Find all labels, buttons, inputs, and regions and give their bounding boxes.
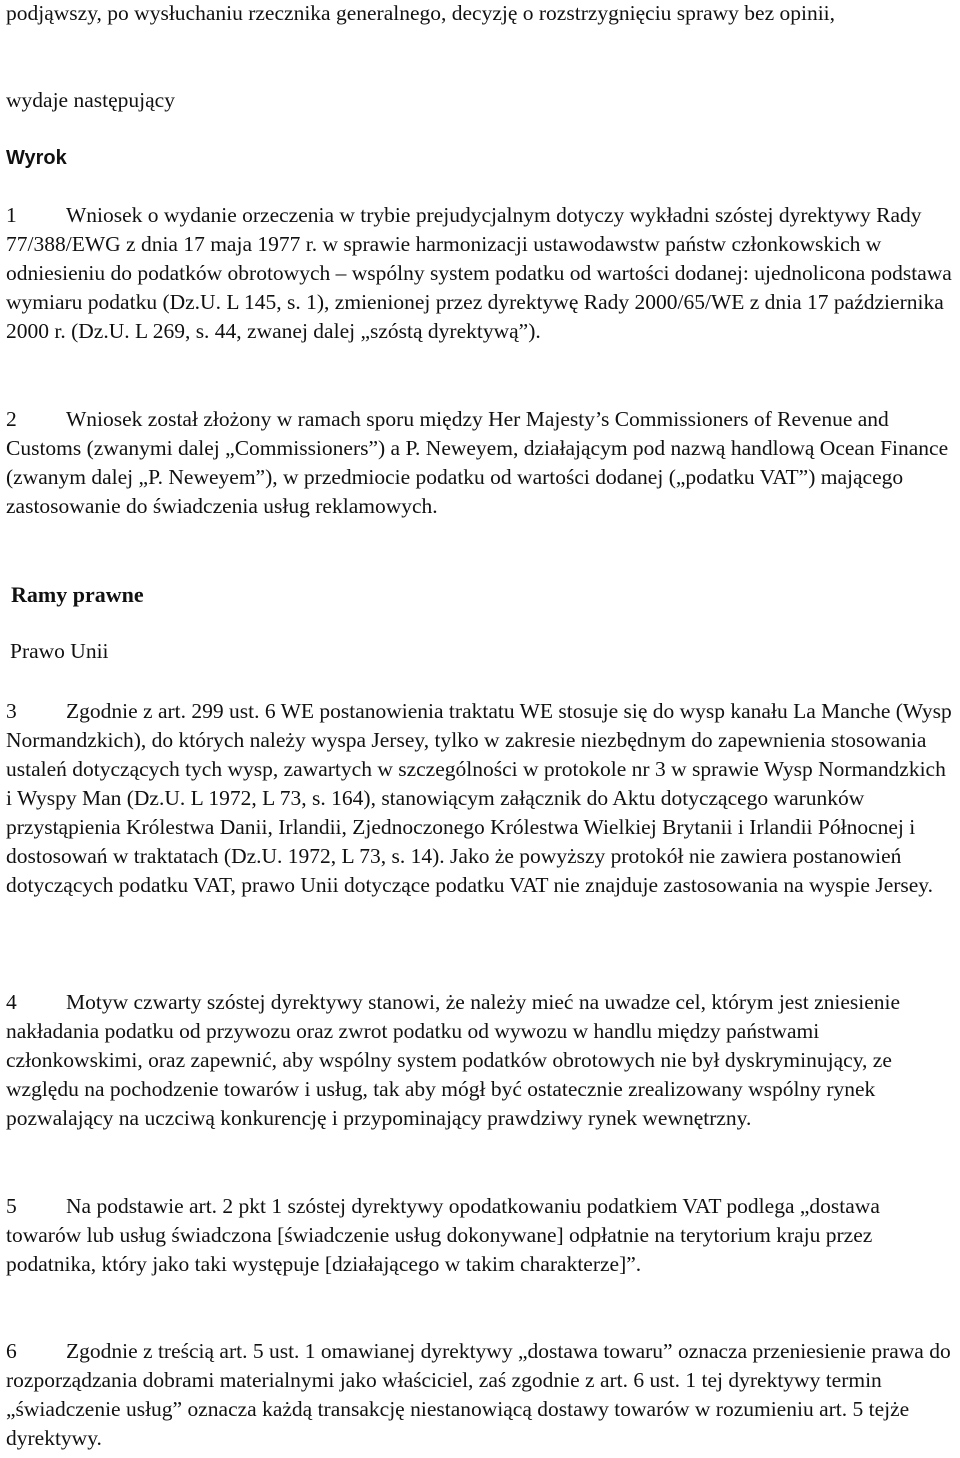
paragraph-text: Motyw czwarty szóstej dyrektywy stanowi, że należy mieć na uwadze cel, którym jest zniesienie nakładania podatku od przywozu oraz zwrot podatku od wywozu w handlu między państwami członkowskimi, oraz zapewnić, aby wspólny system podatków obrotowych nie był dyskryminujący, ze względu na pochodzenie towarów i usług, tak aby mógł być ostatecznie zrealizowany wspólny rynek pozwalający na uczciwą konkurencję i przypominający prawdziwy rynek wewnętrzny. [6, 990, 901, 1130]
paragraph-2 [6, 405, 954, 521]
section-heading: Ramy prawne [11, 582, 144, 607]
paragraph-text: Na podstawie art. 2 pkt 1 szóstej dyrektywy opodatkowaniu podatkiem VAT podlega „dostawa towarów lub usług świadczona [świadczenie usług dokonywane] odpłatnie na terytorium kraju przez podatnika, który jako taki występuje [działającego w takim charakterze]”. [6, 1194, 880, 1276]
paragraph-text: Wniosek został złożony w ramach sporu między Her Majesty’s Commissioners of Revenue and Customs (zwanymi dalej „Commissioners”) a P. Neweyem, działającym pod nazwą handlową Ocean Finance (zwanym dalej „P. Neweyem”), w przedmiocie podatku od wartości dodanej („podatku VAT”) mającego zastosowanie do świadczenia usług reklamowych. [6, 407, 949, 518]
paragraph-3 [6, 697, 954, 900]
judgment-heading: Wyrok [6, 147, 67, 169]
paragraph-number: 3 [6, 699, 17, 723]
paragraph-number: 1 [6, 203, 17, 227]
paragraph-6 [6, 1337, 954, 1453]
paragraph-1 [6, 201, 954, 346]
paragraph-number: 5 [6, 1194, 17, 1218]
subsection-heading: Prawo Unii [10, 639, 109, 663]
paragraph-number: 6 [6, 1339, 17, 1363]
intro-paragraph: podjąwszy, po wysłuchaniu rzecznika generalnego, decyzję o rozstrzygnięciu sprawy bez opinii, [6, 1, 836, 25]
paragraph-4 [6, 988, 954, 1133]
paragraph-text: Zgodnie z treścią art. 5 ust. 1 omawianej dyrektywy „dostawa towaru” oznacza przeniesienie prawa do rozporządzania dobrami materialnymi jako właściciel, zaś zgodnie z art. 6 ust. 1 tej dyrektywy termin „świadczenie usług” oznacza każdą transakcję niestanowiącą dostawy towarów w rozumieniu art. 5 tejże dyrektywy. [6, 1339, 951, 1450]
paragraph-number: 4 [6, 990, 17, 1014]
issues-line: wydaje następujący [6, 88, 175, 112]
paragraph-text: Wniosek o wydanie orzeczenia w trybie prejudycjalnym dotyczy wykładni szóstej dyrektywy Rady 77/388/EWG z dnia 17 maja 1977 r. w sprawie harmonizacji ustawodawstw państw członkowskich w odniesieniu do podatków obrotowych – wspólny system podatku od wartości dodanej: ujednolicona podstawa wymiaru podatku (Dz.U. L 145, s. 1), zmienionej przez dyrektywę Rady 2000/65/WE z dnia 17 października 2000 r. (Dz.U. L 269, s. 44, zwanej dalej „szóstą dyrektywą”). [6, 203, 952, 343]
paragraph-text: Zgodnie z art. 299 ust. 6 WE postanowienia traktatu WE stosuje się do wysp kanału La Manche (Wysp Normandzkich), do których należy wyspa Jersey, tylko w zakresie niezbędnym do zapewnienia stosowania ustaleń dotyczących tych wysp, zawartych w szczególności w protokole nr 3 w sprawie Wysp Normandzkich i Wyspy Man (Dz.U. L 1972, L 73, s. 164), stanowiącym załącznik do Aktu dotyczącego warunków przystąpienia Królestwa Danii, Irlandii, Zjednoczonego Królestwa Wielkiej Brytanii i Irlandii Północnej i dostosowań w traktatach (Dz.U. 1972, L 73, s. 14). Jako że powyższy protokół nie zawiera postanowień dotyczących podatku VAT, prawo Unii dotyczące podatku VAT nie znajduje zastosowania na wyspie Jersey. [6, 699, 952, 897]
paragraph-5 [6, 1192, 954, 1279]
paragraph-number: 2 [6, 407, 17, 431]
